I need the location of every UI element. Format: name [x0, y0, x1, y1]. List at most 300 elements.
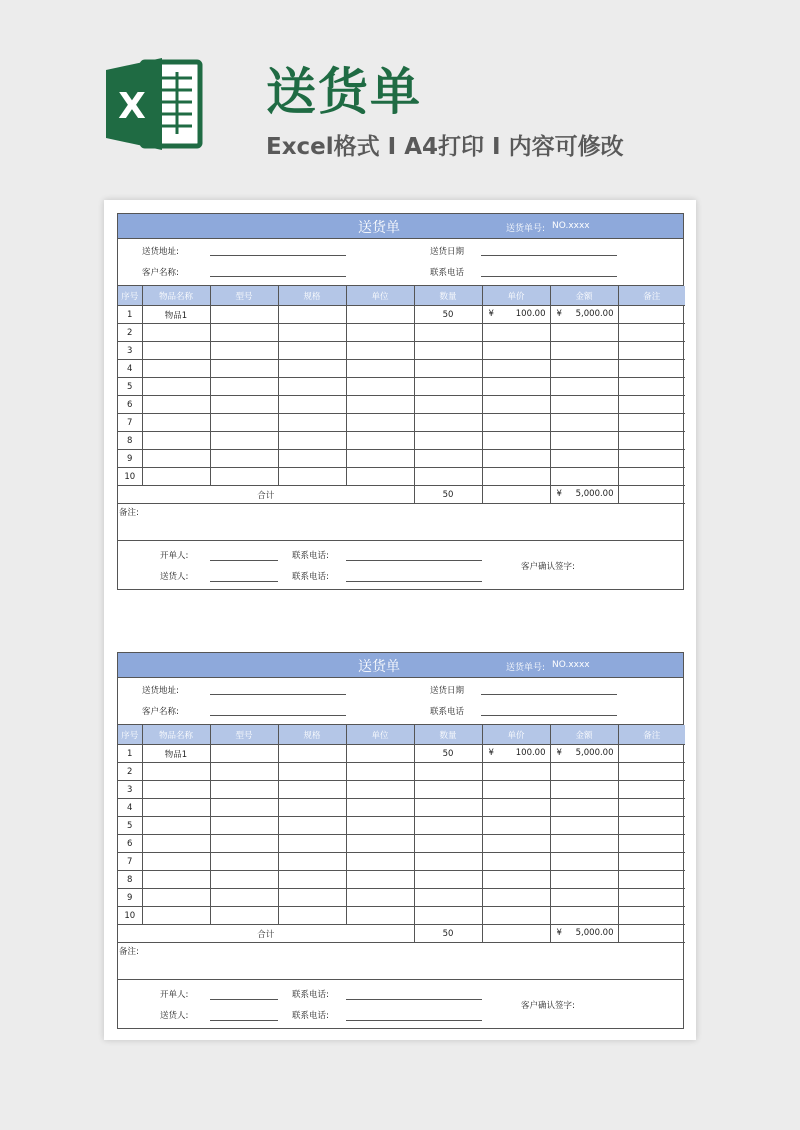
spec-cell[interactable] [278, 835, 346, 853]
model-cell[interactable] [210, 342, 278, 360]
unit-cell[interactable] [346, 432, 414, 450]
amount-cell[interactable] [550, 763, 618, 781]
item-name-cell[interactable] [142, 360, 210, 378]
total-remark-cell [618, 486, 685, 504]
amount-cell[interactable] [550, 907, 618, 925]
model-cell[interactable] [210, 378, 278, 396]
model-cell[interactable] [210, 745, 278, 763]
amount-cell[interactable] [550, 324, 618, 342]
row-number: 8 [118, 871, 142, 889]
total-amount-cell [550, 925, 618, 943]
amount-cell[interactable] [550, 799, 618, 817]
total-amount-cell [550, 486, 618, 504]
deliverer-label: 送货人: [160, 572, 189, 582]
quantity-cell[interactable] [414, 432, 482, 450]
spec-cell[interactable] [278, 306, 346, 324]
unit-cell[interactable] [346, 763, 414, 781]
quantity-cell[interactable] [414, 763, 482, 781]
total-empty-cell [482, 486, 550, 504]
deliverer-phone-field[interactable] [346, 1020, 482, 1021]
currency-symbol: ¥ [556, 928, 562, 938]
column-header: 备注 [618, 286, 685, 306]
unit-cell[interactable] [346, 414, 414, 432]
banner [0, 0, 800, 180]
amount-cell[interactable] [550, 835, 618, 853]
item-name-cell[interactable] [142, 450, 210, 468]
currency-symbol: ¥ [556, 748, 562, 758]
deliverer-field[interactable] [210, 1020, 278, 1021]
items-table [118, 286, 685, 504]
model-cell[interactable] [210, 468, 278, 486]
row-number: 6 [118, 835, 142, 853]
spec-cell[interactable] [278, 450, 346, 468]
column-header: 规格 [278, 725, 346, 745]
currency-symbol: ¥ [556, 489, 562, 499]
delivery-no-value[interactable]: NO.xxxx [552, 221, 590, 231]
item-name-cell[interactable] [142, 781, 210, 799]
amount-cell[interactable] [550, 817, 618, 835]
amount-cell[interactable] [550, 414, 618, 432]
table-row [118, 396, 685, 414]
table-row [118, 360, 685, 378]
model-cell[interactable] [210, 799, 278, 817]
customer-label: 客户名称: [142, 268, 179, 278]
excel-icon [104, 56, 204, 152]
amount-cell[interactable] [550, 306, 618, 324]
unit-price-cell[interactable] [482, 853, 550, 871]
unit-price-cell[interactable] [482, 432, 550, 450]
row-number: 10 [118, 907, 142, 925]
spec-cell[interactable] [278, 763, 346, 781]
spec-cell[interactable] [278, 396, 346, 414]
quantity-cell[interactable] [414, 907, 482, 925]
table-row [118, 835, 685, 853]
item-name-cell[interactable] [142, 871, 210, 889]
customer-confirm-label: 客户确认签字: [521, 1001, 575, 1011]
quantity-cell[interactable] [414, 781, 482, 799]
form-info [118, 239, 683, 286]
phone-label: 联系电话 [430, 268, 465, 278]
currency-symbol: ¥ [556, 309, 562, 319]
unit-price-value: 100.00 [515, 309, 546, 319]
amount-cell[interactable] [550, 781, 618, 799]
quantity-cell[interactable]: 50 [414, 306, 482, 324]
phone-field[interactable] [481, 276, 617, 277]
row-number: 1 [118, 306, 142, 324]
spec-cell[interactable] [278, 781, 346, 799]
items-table [118, 725, 685, 943]
column-header: 数量 [414, 725, 482, 745]
spec-cell[interactable] [278, 324, 346, 342]
spec-cell[interactable] [278, 378, 346, 396]
row-number: 9 [118, 889, 142, 907]
amount-value: 5,000.00 [575, 748, 614, 758]
table-header-row [118, 725, 685, 745]
address-label: 送货地址: [142, 686, 179, 696]
delivery-form [117, 213, 684, 590]
table-row [118, 817, 685, 835]
quantity-cell[interactable]: 50 [414, 745, 482, 763]
remark-cell[interactable] [618, 817, 685, 835]
quantity-cell[interactable] [414, 468, 482, 486]
item-name-cell[interactable]: 物品1 [142, 745, 210, 763]
row-number: 6 [118, 396, 142, 414]
remark-cell[interactable] [618, 396, 685, 414]
issuer-field[interactable] [210, 999, 278, 1000]
unit-cell[interactable] [346, 306, 414, 324]
quantity-cell[interactable] [414, 378, 482, 396]
issuer-phone-label: 联系电话: [292, 990, 329, 1000]
address-label: 送货地址: [142, 247, 179, 257]
unit-price-cell[interactable] [482, 324, 550, 342]
quantity-cell[interactable] [414, 853, 482, 871]
form-header [118, 653, 683, 678]
model-cell[interactable] [210, 414, 278, 432]
spec-cell[interactable] [278, 871, 346, 889]
unit-cell[interactable] [346, 396, 414, 414]
model-cell[interactable] [210, 835, 278, 853]
issuer-label: 开单人: [160, 990, 189, 1000]
remark-cell[interactable] [618, 324, 685, 342]
column-header: 单位 [346, 725, 414, 745]
amount-cell[interactable] [550, 871, 618, 889]
column-header: 序号 [118, 286, 142, 306]
quantity-cell[interactable] [414, 817, 482, 835]
date-label: 送货日期 [430, 686, 465, 696]
total-quantity: 50 [414, 486, 482, 504]
item-name-cell[interactable]: 物品1 [142, 306, 210, 324]
column-header: 单价 [482, 286, 550, 306]
spec-cell[interactable] [278, 342, 346, 360]
column-header: 型号 [210, 725, 278, 745]
unit-price-cell[interactable] [482, 817, 550, 835]
page-subtitle: Excel格式 I A4打印 I 内容可修改 [266, 134, 624, 160]
table-row [118, 889, 685, 907]
signature-area [118, 980, 683, 1028]
unit-cell[interactable] [346, 889, 414, 907]
deliverer-phone-field[interactable] [346, 581, 482, 582]
unit-price-cell[interactable] [482, 835, 550, 853]
column-header: 型号 [210, 286, 278, 306]
column-header: 金额 [550, 725, 618, 745]
model-cell[interactable] [210, 781, 278, 799]
column-header: 数量 [414, 286, 482, 306]
unit-cell[interactable] [346, 450, 414, 468]
unit-price-cell[interactable] [482, 871, 550, 889]
remark-area[interactable] [118, 504, 683, 541]
row-number: 5 [118, 817, 142, 835]
amount-cell[interactable] [550, 450, 618, 468]
table-row [118, 468, 685, 486]
unit-price-value: 100.00 [515, 748, 546, 758]
total-label: 合计 [118, 925, 414, 943]
amount-cell[interactable] [550, 853, 618, 871]
spec-cell[interactable] [278, 907, 346, 925]
quantity-cell[interactable] [414, 871, 482, 889]
model-cell[interactable] [210, 450, 278, 468]
unit-cell[interactable] [346, 907, 414, 925]
unit-cell[interactable] [346, 360, 414, 378]
amount-cell[interactable] [550, 360, 618, 378]
remark-cell[interactable] [618, 378, 685, 396]
issuer-phone-field[interactable] [346, 999, 482, 1000]
spec-cell[interactable] [278, 889, 346, 907]
unit-cell[interactable] [346, 324, 414, 342]
amount-cell[interactable] [550, 378, 618, 396]
issuer-field[interactable] [210, 560, 278, 561]
delivery-form [117, 652, 684, 1029]
item-name-cell[interactable] [142, 763, 210, 781]
address-field[interactable] [210, 255, 346, 256]
unit-price-cell[interactable] [482, 745, 550, 763]
remark-cell[interactable] [618, 853, 685, 871]
unit-cell[interactable] [346, 871, 414, 889]
currency-symbol: ¥ [488, 748, 494, 758]
item-name-cell[interactable] [142, 324, 210, 342]
amount-cell[interactable] [550, 396, 618, 414]
column-header: 物品名称 [142, 725, 210, 745]
total-quantity: 50 [414, 925, 482, 943]
unit-cell[interactable] [346, 378, 414, 396]
spec-cell[interactable] [278, 853, 346, 871]
unit-price-cell[interactable] [482, 889, 550, 907]
spec-cell[interactable] [278, 360, 346, 378]
remark-cell[interactable] [618, 342, 685, 360]
form-title: 送货单 [358, 659, 400, 675]
remark-cell[interactable] [618, 835, 685, 853]
item-name-cell[interactable] [142, 817, 210, 835]
row-number: 5 [118, 378, 142, 396]
model-cell[interactable] [210, 889, 278, 907]
remark-cell[interactable] [618, 889, 685, 907]
table-row [118, 799, 685, 817]
date-label: 送货日期 [430, 247, 465, 257]
row-number: 2 [118, 763, 142, 781]
issuer-label: 开单人: [160, 551, 189, 561]
customer-field[interactable] [210, 715, 346, 716]
date-field[interactable] [481, 694, 617, 695]
model-cell[interactable] [210, 853, 278, 871]
column-header: 序号 [118, 725, 142, 745]
unit-cell[interactable] [346, 342, 414, 360]
table-row [118, 745, 685, 763]
total-amount: 5,000.00 [575, 928, 614, 938]
delivery-no-value[interactable]: NO.xxxx [552, 660, 590, 670]
model-cell[interactable] [210, 907, 278, 925]
model-cell[interactable] [210, 306, 278, 324]
unit-price-cell[interactable] [482, 468, 550, 486]
quantity-cell[interactable] [414, 799, 482, 817]
row-number: 3 [118, 781, 142, 799]
total-remark-cell [618, 925, 685, 943]
unit-price-cell[interactable] [482, 378, 550, 396]
unit-price-cell[interactable] [482, 799, 550, 817]
row-number: 7 [118, 414, 142, 432]
quantity-cell[interactable] [414, 450, 482, 468]
remark-label: 备注: [119, 508, 139, 518]
deliverer-phone-label: 联系电话: [292, 572, 329, 582]
spec-cell[interactable] [278, 745, 346, 763]
remark-area[interactable] [118, 943, 683, 980]
item-name-cell[interactable] [142, 468, 210, 486]
model-cell[interactable] [210, 763, 278, 781]
model-cell[interactable] [210, 360, 278, 378]
address-field[interactable] [210, 694, 346, 695]
table-row [118, 306, 685, 324]
model-cell[interactable] [210, 432, 278, 450]
date-field[interactable] [481, 255, 617, 256]
table-row [118, 432, 685, 450]
remark-cell[interactable] [618, 414, 685, 432]
table-row [118, 763, 685, 781]
spec-cell[interactable] [278, 432, 346, 450]
unit-cell[interactable] [346, 835, 414, 853]
item-name-cell[interactable] [142, 907, 210, 925]
remark-cell[interactable] [618, 745, 685, 763]
total-row [118, 925, 685, 943]
table-row [118, 907, 685, 925]
spec-cell[interactable] [278, 414, 346, 432]
remark-cell[interactable] [618, 432, 685, 450]
logo-letter: X [118, 86, 146, 127]
quantity-cell[interactable] [414, 324, 482, 342]
total-row [118, 486, 685, 504]
item-name-cell[interactable] [142, 396, 210, 414]
remark-cell[interactable] [618, 907, 685, 925]
row-number: 2 [118, 324, 142, 342]
remark-label: 备注: [119, 947, 139, 957]
remark-cell[interactable] [618, 781, 685, 799]
row-number: 7 [118, 853, 142, 871]
customer-label: 客户名称: [142, 707, 179, 717]
phone-field[interactable] [481, 715, 617, 716]
table-row [118, 781, 685, 799]
column-header: 规格 [278, 286, 346, 306]
unit-price-cell[interactable] [482, 414, 550, 432]
phone-label: 联系电话 [430, 707, 465, 717]
unit-price-cell[interactable] [482, 306, 550, 324]
row-number: 8 [118, 432, 142, 450]
amount-cell[interactable] [550, 432, 618, 450]
row-number: 9 [118, 450, 142, 468]
item-name-cell[interactable] [142, 799, 210, 817]
delivery-no-label: 送货单号: [506, 663, 546, 673]
form-header [118, 214, 683, 239]
unit-cell[interactable] [346, 799, 414, 817]
unit-cell[interactable] [346, 468, 414, 486]
form-info [118, 678, 683, 725]
issuer-phone-label: 联系电话: [292, 551, 329, 561]
quantity-cell[interactable] [414, 414, 482, 432]
unit-cell[interactable] [346, 853, 414, 871]
a4-paper [104, 200, 696, 1040]
unit-price-cell[interactable] [482, 781, 550, 799]
item-name-cell[interactable] [142, 432, 210, 450]
unit-price-cell[interactable] [482, 360, 550, 378]
unit-cell[interactable] [346, 745, 414, 763]
remark-cell[interactable] [618, 468, 685, 486]
spec-cell[interactable] [278, 817, 346, 835]
column-header: 单价 [482, 725, 550, 745]
spec-cell[interactable] [278, 799, 346, 817]
item-name-cell[interactable] [142, 835, 210, 853]
issuer-phone-field[interactable] [346, 560, 482, 561]
row-number: 4 [118, 360, 142, 378]
quantity-cell[interactable] [414, 835, 482, 853]
amount-cell[interactable] [550, 745, 618, 763]
amount-cell[interactable] [550, 468, 618, 486]
item-name-cell[interactable] [142, 342, 210, 360]
table-row [118, 853, 685, 871]
remark-cell[interactable] [618, 799, 685, 817]
table-row [118, 324, 685, 342]
deliverer-label: 送货人: [160, 1011, 189, 1021]
item-name-cell[interactable] [142, 414, 210, 432]
unit-price-cell[interactable] [482, 763, 550, 781]
remark-cell[interactable] [618, 763, 685, 781]
total-empty-cell [482, 925, 550, 943]
amount-cell[interactable] [550, 889, 618, 907]
row-number: 4 [118, 799, 142, 817]
model-cell[interactable] [210, 871, 278, 889]
unit-cell[interactable] [346, 817, 414, 835]
unit-price-cell[interactable] [482, 907, 550, 925]
item-name-cell[interactable] [142, 889, 210, 907]
quantity-cell[interactable] [414, 889, 482, 907]
model-cell[interactable] [210, 817, 278, 835]
model-cell[interactable] [210, 396, 278, 414]
item-name-cell[interactable] [142, 853, 210, 871]
column-header: 金额 [550, 286, 618, 306]
page-title: 送货单 [266, 63, 422, 121]
table-row [118, 342, 685, 360]
form-title: 送货单 [358, 220, 400, 236]
deliverer-phone-label: 联系电话: [292, 1011, 329, 1021]
row-number: 1 [118, 745, 142, 763]
row-number: 10 [118, 468, 142, 486]
currency-symbol: ¥ [488, 309, 494, 319]
customer-confirm-label: 客户确认签字: [521, 562, 575, 572]
quantity-cell[interactable] [414, 360, 482, 378]
unit-cell[interactable] [346, 781, 414, 799]
column-header: 物品名称 [142, 286, 210, 306]
delivery-no-label: 送货单号: [506, 224, 546, 234]
remark-cell[interactable] [618, 450, 685, 468]
table-row [118, 871, 685, 889]
quantity-cell[interactable] [414, 342, 482, 360]
column-header: 备注 [618, 725, 685, 745]
unit-price-cell[interactable] [482, 342, 550, 360]
remark-cell[interactable] [618, 871, 685, 889]
column-header: 单位 [346, 286, 414, 306]
table-row [118, 378, 685, 396]
unit-price-cell[interactable] [482, 450, 550, 468]
deliverer-field[interactable] [210, 581, 278, 582]
row-number: 3 [118, 342, 142, 360]
table-header-row [118, 286, 685, 306]
signature-area [118, 541, 683, 589]
unit-price-cell[interactable] [482, 396, 550, 414]
remark-cell[interactable] [618, 306, 685, 324]
item-name-cell[interactable] [142, 378, 210, 396]
amount-value: 5,000.00 [575, 309, 614, 319]
model-cell[interactable] [210, 324, 278, 342]
spec-cell[interactable] [278, 468, 346, 486]
customer-field[interactable] [210, 276, 346, 277]
remark-cell[interactable] [618, 360, 685, 378]
quantity-cell[interactable] [414, 396, 482, 414]
amount-cell[interactable] [550, 342, 618, 360]
